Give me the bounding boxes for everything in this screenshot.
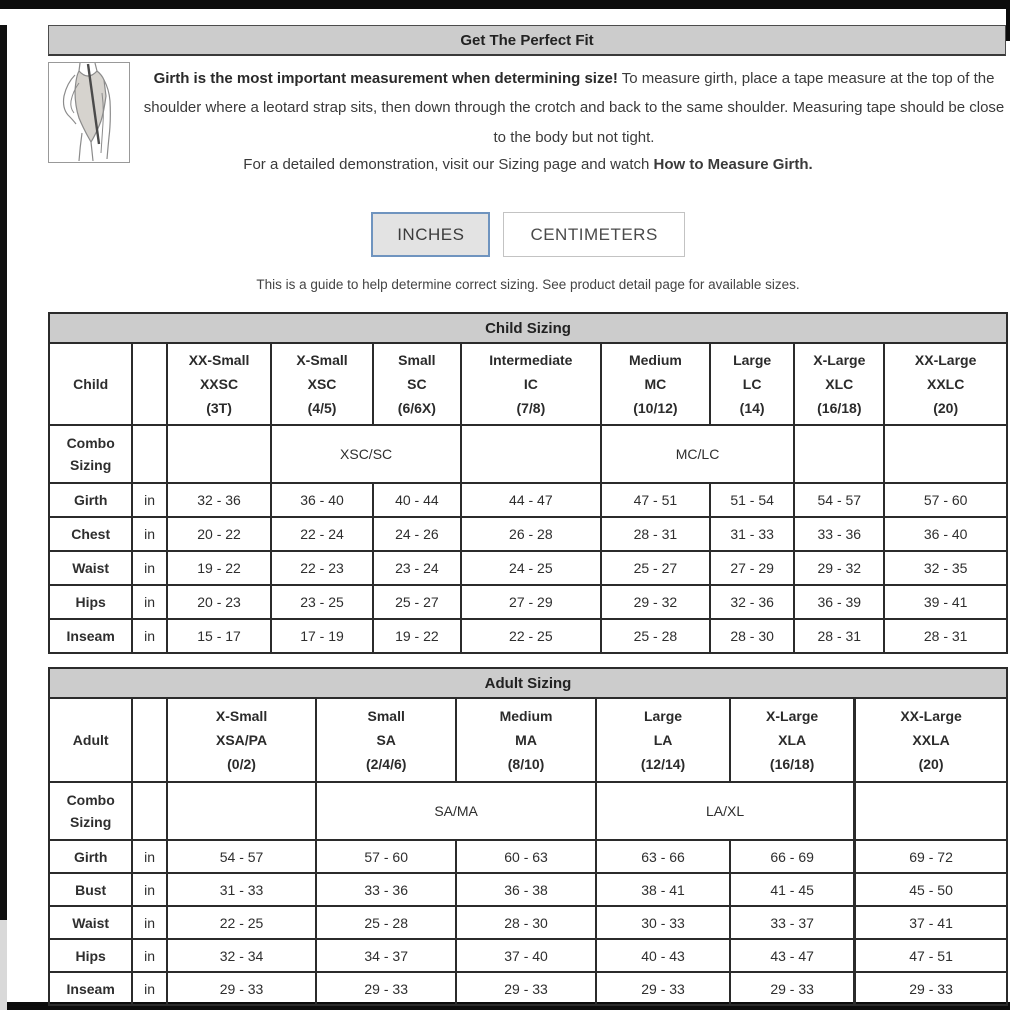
size-value: 39 - 41 (884, 585, 1007, 619)
child-size-header: Large LC (14) (710, 343, 794, 425)
unit-cell: in (132, 972, 166, 1005)
size-value: 57 - 60 (316, 840, 456, 873)
table-row-waist (49, 906, 1007, 939)
unit-cell: in (132, 840, 166, 873)
size-value: 20 - 22 (167, 517, 271, 551)
size-value: 51 - 54 (710, 483, 794, 517)
adult-size-header: X-Large XLA (16/18) (730, 698, 855, 782)
row-label: Hips (49, 585, 132, 619)
size-value: 20 - 23 (167, 585, 271, 619)
size-value: 19 - 22 (373, 619, 461, 653)
size-value: 27 - 29 (461, 585, 601, 619)
size-value: 47 - 51 (855, 939, 1007, 972)
row-label: Chest (49, 517, 132, 551)
combo-sizing-label: Combo Sizing (49, 782, 132, 840)
table-row-hips (49, 585, 1007, 619)
adult-combo-group: LA/XL (596, 782, 855, 840)
row-label: Bust (49, 873, 132, 906)
size-value: 32 - 35 (884, 551, 1007, 585)
size-value: 31 - 33 (167, 873, 316, 906)
size-value: 47 - 51 (601, 483, 710, 517)
girth-instructions-bold: Girth is the most important measurement when determining size! (153, 70, 618, 87)
leotard-figure-icon (49, 63, 129, 162)
adult-corner-label: Adult (49, 698, 132, 782)
size-value: 22 - 25 (167, 906, 316, 939)
size-value: 25 - 28 (601, 619, 710, 653)
size-value: 40 - 44 (373, 483, 461, 517)
inches-button[interactable]: INCHES (371, 212, 490, 257)
unit-cell: in (132, 483, 166, 517)
child-size-header: XX-Small XXSC (3T) (167, 343, 271, 425)
adult-combo-row (49, 782, 1007, 840)
unit-column-header (132, 698, 166, 782)
unit-cell: in (132, 585, 166, 619)
size-value: 25 - 27 (373, 585, 461, 619)
adult-size-header: XX-Large XXLA (20) (855, 698, 1007, 782)
size-value: 29 - 33 (855, 972, 1007, 1005)
size-value: 36 - 40 (271, 483, 373, 517)
adult-header-row (49, 698, 1007, 782)
size-value: 69 - 72 (855, 840, 1007, 873)
size-value: 23 - 24 (373, 551, 461, 585)
size-value: 29 - 33 (316, 972, 456, 1005)
adult-sizing-table (48, 667, 1008, 1006)
size-value: 54 - 57 (794, 483, 884, 517)
row-label: Hips (49, 939, 132, 972)
adult-combo-group: SA/MA (316, 782, 596, 840)
size-value: 32 - 34 (167, 939, 316, 972)
unit-cell: in (132, 873, 166, 906)
child-corner-label: Child (49, 343, 132, 425)
demo-line (48, 156, 1008, 173)
size-value: 29 - 33 (456, 972, 596, 1005)
combo-sizing-label: Combo Sizing (49, 425, 132, 483)
adult-size-header: Large LA (12/14) (596, 698, 730, 782)
top-border-strip (0, 0, 1010, 9)
size-value: 60 - 63 (456, 840, 596, 873)
size-value: 28 - 31 (884, 619, 1007, 653)
child-combo-group: MC/LC (601, 425, 795, 483)
row-label: Inseam (49, 972, 132, 1005)
table-row-girth (49, 483, 1007, 517)
child-combo-row (49, 425, 1007, 483)
size-value: 31 - 33 (710, 517, 794, 551)
row-label: Girth (49, 840, 132, 873)
size-value: 57 - 60 (884, 483, 1007, 517)
size-value: 45 - 50 (855, 873, 1007, 906)
size-value: 32 - 36 (167, 483, 271, 517)
row-label: Waist (49, 551, 132, 585)
adult-size-header: Medium MA (8/10) (456, 698, 596, 782)
size-value: 36 - 39 (794, 585, 884, 619)
size-value: 28 - 31 (601, 517, 710, 551)
table-row-waist (49, 551, 1007, 585)
size-value: 22 - 25 (461, 619, 601, 653)
size-value: 32 - 36 (710, 585, 794, 619)
adult-size-header: Small SA (2/4/6) (316, 698, 456, 782)
size-value: 33 - 36 (316, 873, 456, 906)
row-label: Girth (49, 483, 132, 517)
left-scrollbar-track (0, 920, 7, 1010)
size-value: 17 - 19 (271, 619, 373, 653)
size-value: 28 - 31 (794, 619, 884, 653)
child-size-header: Medium MC (10/12) (601, 343, 710, 425)
child-size-header: X-Small XSC (4/5) (271, 343, 373, 425)
size-value: 44 - 47 (461, 483, 601, 517)
size-value: 41 - 45 (730, 873, 855, 906)
size-value: 22 - 23 (271, 551, 373, 585)
row-label: Waist (49, 906, 132, 939)
adult-size-header: X-Small XSA/PA (0/2) (167, 698, 316, 782)
leotard-girth-diagram (48, 62, 130, 163)
table-row-inseam (49, 972, 1007, 1005)
size-value: 40 - 43 (596, 939, 730, 972)
row-label: Inseam (49, 619, 132, 653)
adult-table-title: Adult Sizing (49, 668, 1007, 698)
centimeters-button[interactable]: CENTIMETERS (503, 212, 684, 257)
size-value: 43 - 47 (730, 939, 855, 972)
size-value: 27 - 29 (710, 551, 794, 585)
size-value: 19 - 22 (167, 551, 271, 585)
size-value: 29 - 33 (167, 972, 316, 1005)
size-value: 37 - 40 (456, 939, 596, 972)
table-row-chest (49, 517, 1007, 551)
size-value: 33 - 36 (794, 517, 884, 551)
unit-cell: in (132, 619, 166, 653)
size-value: 15 - 17 (167, 619, 271, 653)
size-value: 30 - 33 (596, 906, 730, 939)
table-row-hips (49, 939, 1007, 972)
size-value: 29 - 32 (601, 585, 710, 619)
table-row-bust (49, 873, 1007, 906)
table-row-inseam (49, 619, 1007, 653)
size-value: 23 - 25 (271, 585, 373, 619)
size-value: 36 - 38 (456, 873, 596, 906)
size-value: 63 - 66 (596, 840, 730, 873)
left-border-strip (0, 25, 7, 920)
child-size-header: Small SC (6/6X) (373, 343, 461, 425)
demo-prefix: For a detailed demonstration, visit our Sizing page and watch (243, 156, 654, 173)
size-value: 33 - 37 (730, 906, 855, 939)
demo-bold: How to Measure Girth. (653, 156, 813, 173)
size-value: 38 - 41 (596, 873, 730, 906)
size-value: 28 - 30 (710, 619, 794, 653)
page-title: Get The Perfect Fit (48, 25, 1006, 56)
unit-cell: in (132, 517, 166, 551)
unit-cell: in (132, 939, 166, 972)
size-value: 34 - 37 (316, 939, 456, 972)
unit-cell: in (132, 551, 166, 585)
size-value: 29 - 33 (596, 972, 730, 1005)
size-value: 54 - 57 (167, 840, 316, 873)
child-size-header: Intermediate IC (7/8) (461, 343, 601, 425)
child-size-header: XX-Large XXLC (20) (884, 343, 1007, 425)
table-row-girth (49, 840, 1007, 873)
child-sizing-table (48, 312, 1008, 654)
size-value: 22 - 24 (271, 517, 373, 551)
guide-note: This is a guide to help determine correct sizing. See product detail page for available sizes. (256, 277, 800, 292)
size-value: 24 - 25 (461, 551, 601, 585)
size-value: 66 - 69 (730, 840, 855, 873)
size-value: 29 - 32 (794, 551, 884, 585)
child-table-title: Child Sizing (49, 313, 1007, 343)
child-size-header: X-Large XLC (16/18) (794, 343, 884, 425)
unit-toggle (48, 212, 1008, 257)
size-value: 37 - 41 (855, 906, 1007, 939)
size-value: 25 - 28 (316, 906, 456, 939)
unit-column-header (132, 343, 166, 425)
size-value: 25 - 27 (601, 551, 710, 585)
size-value: 36 - 40 (884, 517, 1007, 551)
size-value: 29 - 33 (730, 972, 855, 1005)
child-combo-group: XSC/SC (271, 425, 461, 483)
girth-instructions (142, 64, 1006, 152)
unit-cell: in (132, 906, 166, 939)
size-value: 24 - 26 (373, 517, 461, 551)
size-value: 26 - 28 (461, 517, 601, 551)
girth-instructions-rest: To measure girth, place a tape measure at the top of the shoulder where a leotard strap sits, then down through the crotch and back to the same shoulder. Measuring tape should be close to the body but not tight. (143, 70, 1005, 146)
size-value: 28 - 30 (456, 906, 596, 939)
child-header-row (49, 343, 1007, 425)
right-border-strip (1006, 9, 1010, 41)
